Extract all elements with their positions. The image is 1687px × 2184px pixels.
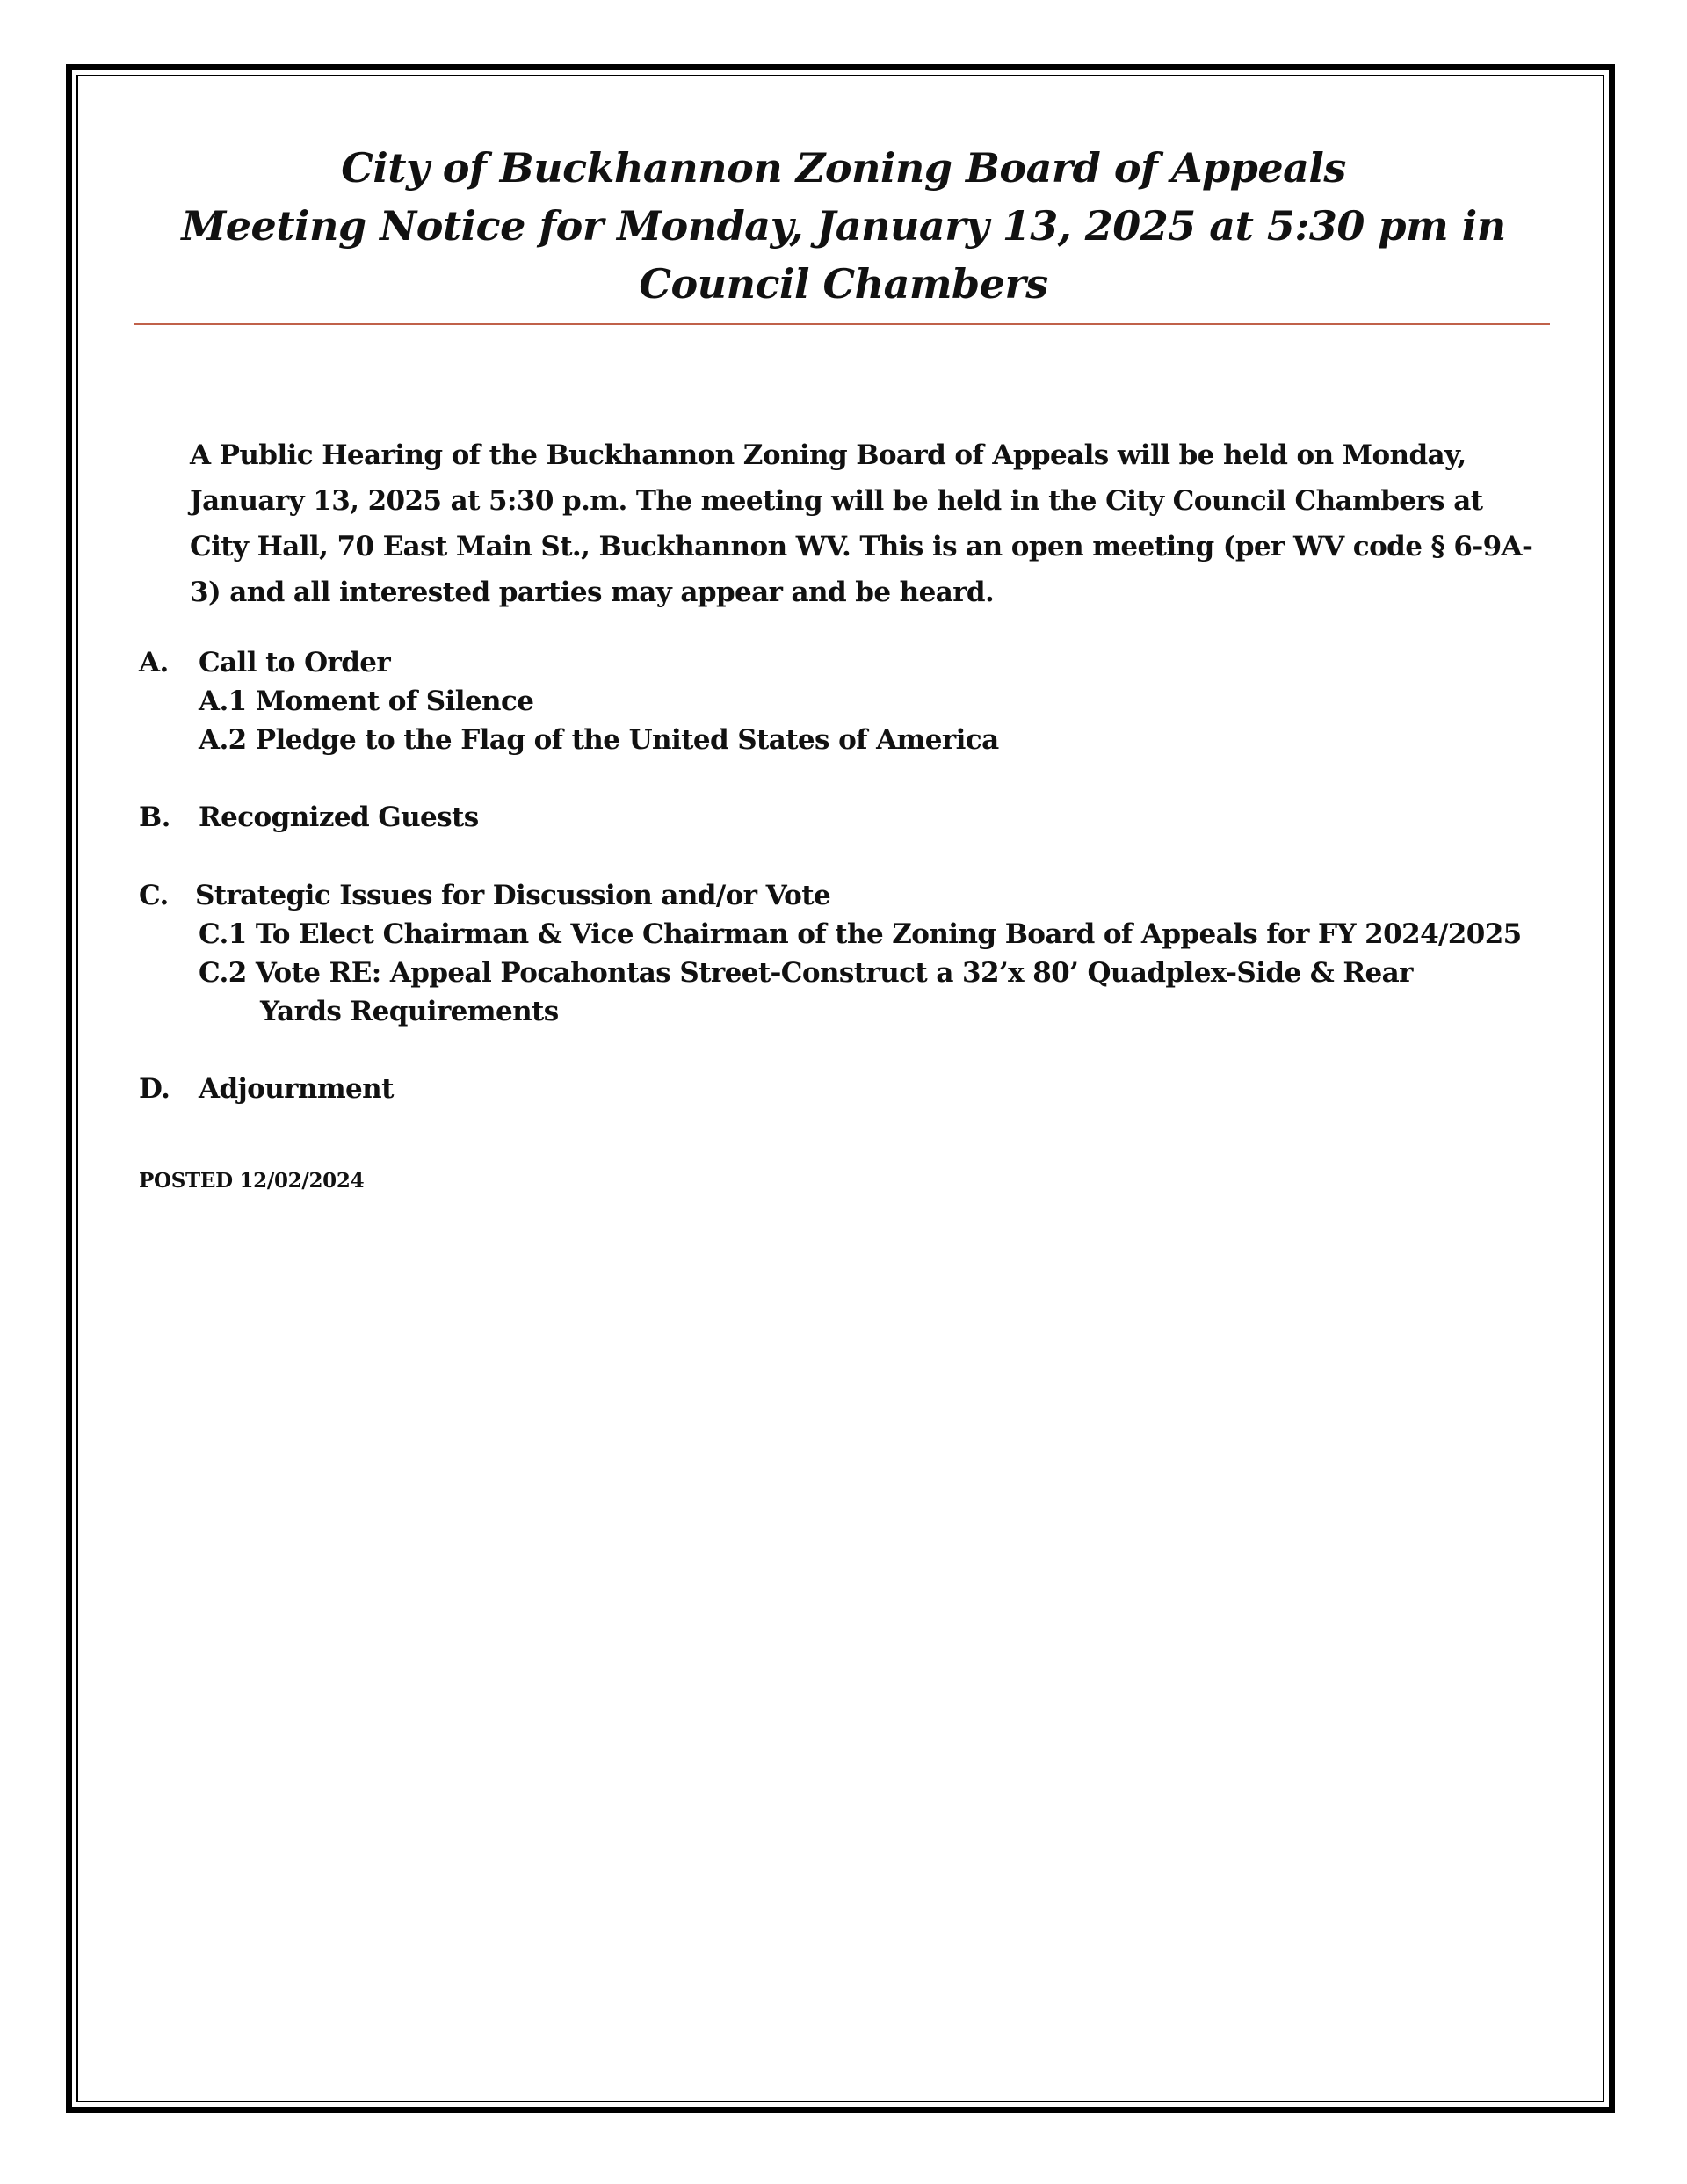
intro-line-3: City Hall, 70 East Main St., Buckhannon WV. This is an open meeting (per WV code § 6-9A- bbox=[190, 531, 1533, 562]
agenda-section-b-title: Recognized Guests bbox=[199, 802, 479, 833]
intro-line-4: 3) and all interested parties may appear and be heard. bbox=[190, 577, 995, 608]
agenda-section-a-letter: A. bbox=[139, 647, 169, 678]
intro-paragraph bbox=[190, 432, 1543, 615]
agenda-item-c1: C.1 To Elect Chairman & Vice Chairman of the Zoning Board of Appeals for FY 2024/2025 bbox=[199, 918, 1522, 950]
agenda-section-d-title: Adjournment bbox=[199, 1073, 394, 1105]
header-title-line-3: Council Chambers bbox=[639, 260, 1048, 308]
agenda-section-a-title: Call to Order bbox=[199, 647, 391, 678]
header-title-line-2: Meeting Notice for Monday, January 13, 2025 at 5:30 pm in bbox=[181, 202, 1506, 250]
agenda-item-c2-continuation: Yards Requirements bbox=[260, 996, 559, 1027]
agenda-section-b-letter: B. bbox=[139, 802, 170, 833]
header-title-line-1: City of Buckhannon Zoning Board of Appeals bbox=[341, 144, 1346, 192]
notice-header bbox=[132, 139, 1555, 313]
agenda-section-d-letter: D. bbox=[139, 1073, 170, 1105]
intro-line-2: January 13, 2025 at 5:30 p.m. The meeting will be held in the City Council Chambers at bbox=[190, 485, 1483, 517]
agenda-item-a2: A.2 Pledge to the Flag of the United States of America bbox=[199, 724, 999, 756]
agenda-item-a1: A.1 Moment of Silence bbox=[199, 686, 534, 717]
agenda-section-c-letter: C. bbox=[139, 880, 169, 911]
agenda-item-c2: C.2 Vote RE: Appeal Pocahontas Street-Construct a 32’x 80’ Quadplex-Side & Rear bbox=[199, 957, 1413, 989]
agenda-section-c-title: Strategic Issues for Discussion and/or Vote bbox=[195, 880, 831, 911]
header-divider bbox=[134, 323, 1550, 325]
posted-date: POSTED 12/02/2024 bbox=[139, 1169, 365, 1193]
intro-line-1: A Public Hearing of the Buckhannon Zoning Board of Appeals will be held on Monday, bbox=[190, 439, 1466, 471]
